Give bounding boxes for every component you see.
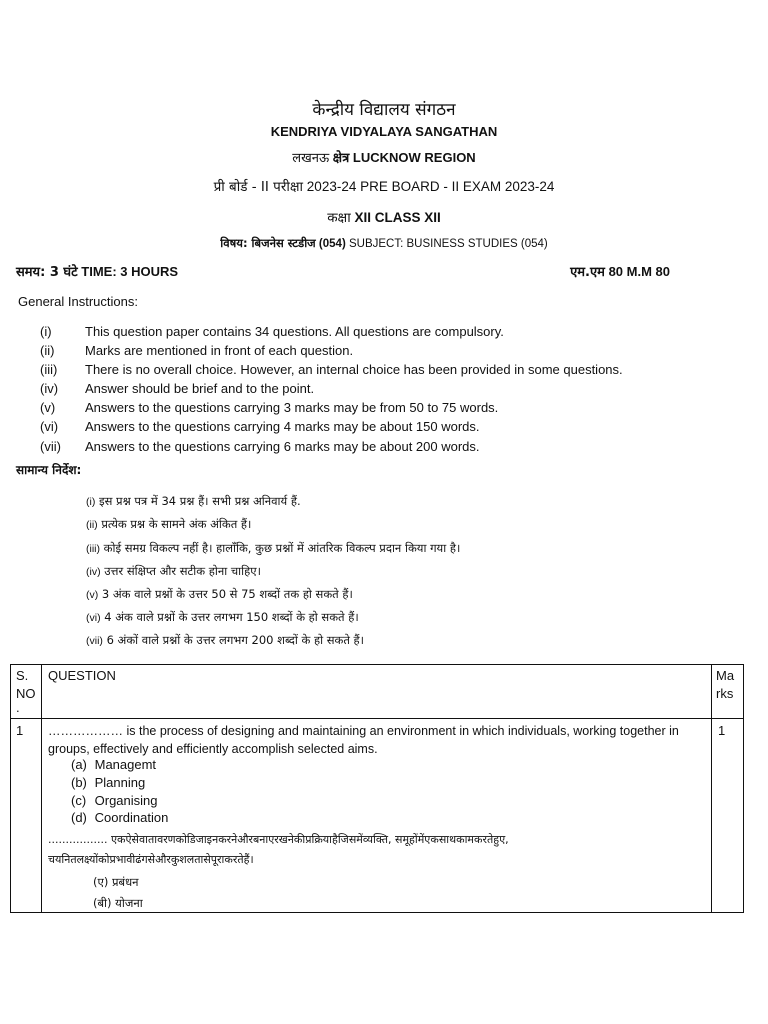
- org-name-english: KENDRIYA VIDYALAYA SANGATHAN: [270, 124, 498, 139]
- instruction-item: (ii) Marks are mentioned in front of each question.: [40, 343, 354, 358]
- question-table: [10, 664, 744, 913]
- marks-english: 80 M.M 80: [608, 264, 670, 279]
- sno-header: S. NO .: [16, 668, 36, 715]
- instruction-item: (i) This question paper contains 34 questions. All questions are compulsory.: [40, 324, 504, 339]
- hindi-instruction-item: (vi) 4 अंक वाले प्रश्नों के उत्तर लगभग 150 शब्दों के हो सकते हैं।: [86, 610, 359, 624]
- hindi-instruction-item: (iv) उत्तर संक्षिप्त और सटीक होना चाहिए।: [86, 564, 261, 578]
- subject-hindi: विषय: बिजनेस स्टडीज: [220, 236, 316, 250]
- region-hindi-2: क्षेत्र: [332, 151, 350, 166]
- hindi-instruction-item: (ii) प्रत्येक प्रश्न के सामने अंक अंकित हैं।: [86, 517, 252, 531]
- class-hindi: कक्षा: [327, 210, 351, 226]
- instruction-item: (iii) There is no overall choice. However, an internal choice has been provided in some questions.: [40, 362, 623, 377]
- instruction-item: (v) Answers to the questions carrying 3 marks may be from 50 to 75 words.: [40, 400, 499, 415]
- question-header: QUESTION: [48, 668, 116, 683]
- subject-code: (054): [318, 238, 346, 250]
- question-number: 1: [16, 723, 24, 738]
- time-hindi: समय: 3 घंटे: [16, 265, 78, 280]
- option-b: (b) Planning: [71, 775, 146, 790]
- hindi-instruction-item: (v) 3 अंक वाले प्रश्नों के उत्तर 50 से 75 शब्दों तक हो सकते हैं।: [86, 587, 353, 601]
- table-column-divider: [711, 665, 712, 912]
- time-line: [16, 262, 178, 280]
- hindi-option-b: (बी) योजना: [93, 896, 143, 910]
- hindi-instructions-title: सामान्य निर्देश:: [16, 463, 82, 477]
- exam-hindi: प्री बोर्ड - II परीक्षा: [213, 179, 304, 195]
- org-name-hindi: केन्द्रीय विद्यालय संगठन: [312, 100, 456, 120]
- class-line: [0, 208, 768, 226]
- time-english: TIME: 3 HOURS: [81, 264, 179, 279]
- max-marks-line: [570, 262, 670, 280]
- exam-year: 2023-24: [306, 179, 357, 194]
- exam-line: [0, 177, 768, 195]
- region-english: LUCKNOW REGION: [352, 150, 476, 165]
- subject-english: SUBJECT: BUSINESS STUDIES (054): [348, 238, 548, 250]
- hindi-instruction-item: (vii) 6 अंकों वाले प्रश्नों के उत्तर लगभग 200 शब्दों के हो सकते हैं।: [86, 633, 365, 647]
- subject-line: [0, 236, 768, 251]
- question-marks: 1: [718, 723, 726, 738]
- question-text-hindi: ................. एकऐसेवातावरणकोडिजाइनकरनेऔरबनाएरखनेकीप्रक्रियाहैजिसमेंव्यक्ति, समूहोंमेंएकसाथकामकरतेहुए, चयनितलक्ष्योंकोप्रभावीढंगसेऔरकुशलतासेपूराकरतेहैं।: [48, 833, 509, 866]
- question-text: ……………… is the process of designing and maintaining an environment in which individuals, working together in groups, effectively and efficiently accomplish selected aims.: [48, 724, 679, 756]
- marks-header: Ma rks: [716, 668, 735, 701]
- general-instructions-title: General Instructions:: [18, 294, 138, 309]
- instruction-item: (vii) Answers to the questions carrying 6 marks may be about 200 words.: [40, 439, 480, 454]
- instruction-item: (vi) Answers to the questions carrying 4 marks may be about 150 words.: [40, 419, 480, 434]
- class-roman: XII: [354, 210, 372, 225]
- option-a: (a) Managemt: [71, 757, 157, 772]
- hindi-instruction-item: (i) इस प्रश्न पत्र में 34 प्रश्न हैं। सभी प्रश्न अनिवार्य हैं.: [86, 494, 301, 508]
- table-row-divider: [11, 718, 743, 719]
- hindi-option-a: (ए) प्रबंधन: [93, 875, 139, 889]
- table-column-divider: [41, 665, 42, 912]
- region-hindi-1: लखनऊ: [292, 151, 330, 166]
- instruction-item: (iv) Answer should be brief and to the point.: [40, 381, 315, 396]
- exam-english: PRE BOARD - II EXAM 2023-24: [360, 179, 555, 194]
- option-d: (d) Coordination: [71, 810, 169, 825]
- hindi-instruction-item: (iii) कोई समग्र विकल्प नहीं है। हालाँकि, कुछ प्रश्नों में आंतरिक विकल्प प्रदान किया गया है।: [86, 541, 461, 555]
- region-line: [0, 148, 768, 166]
- option-c: (c) Organising: [71, 793, 158, 808]
- class-english: CLASS XII: [374, 210, 441, 225]
- marks-hindi: एम.एम: [570, 265, 605, 280]
